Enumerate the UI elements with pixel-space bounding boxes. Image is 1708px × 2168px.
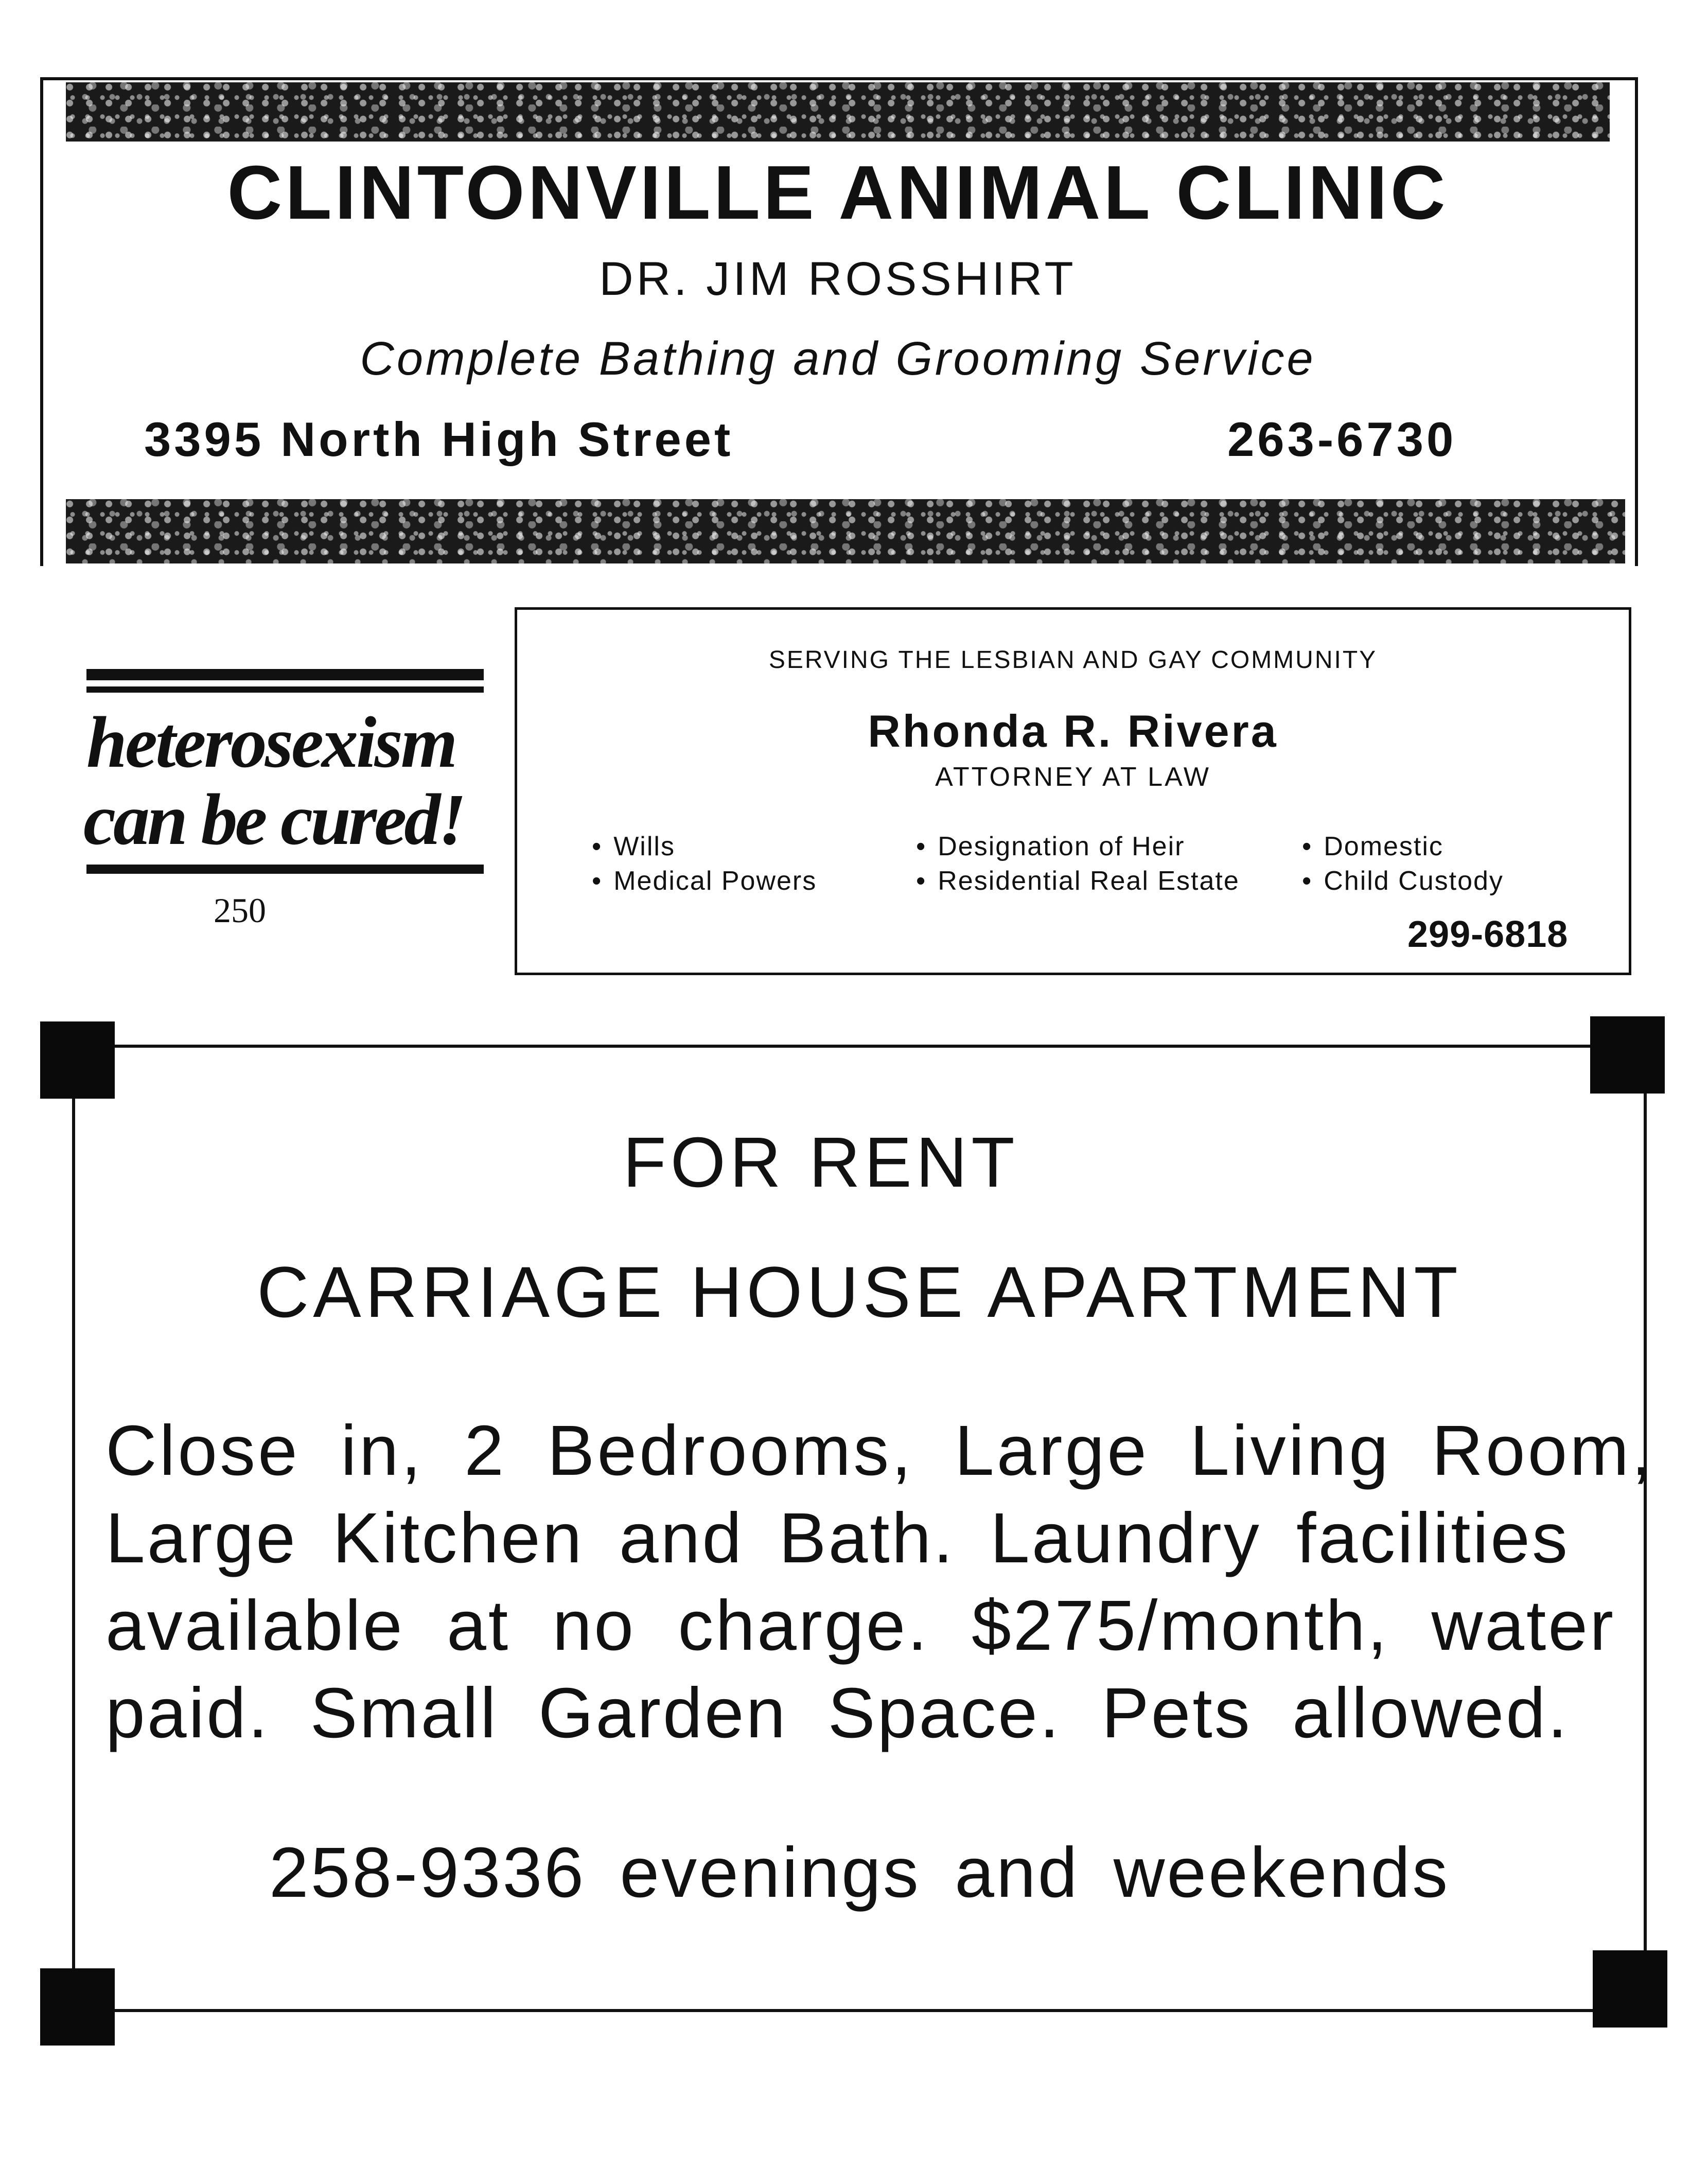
clinic-phone: 263-6730 [1227,412,1457,466]
clinic-bottom-border [66,499,1625,563]
service-child-custody: • Child Custody [1302,866,1504,896]
clinic-name: CLINTONVILLE ANIMAL CLINIC [227,150,1449,235]
clinic-service: Complete Bathing and Grooming Service [360,332,1316,385]
attorney-name: Rhonda R. Rivera [868,706,1278,756]
service-domestic: • Domestic [1302,831,1443,862]
page-number: 250 [214,891,266,930]
attorney-tagline: SERVING THE LESBIAN AND GAY COMMUNITY [768,646,1378,674]
rent-body-line-4: paid. Small Garden Space. Pets allowed. [105,1673,1570,1753]
service-designation-of-heir: • Designation of Heir [916,831,1185,862]
attorney-phone: 299-6818 [1407,914,1569,955]
attorney-title: ATTORNEY AT LAW [935,762,1211,792]
rent-heading: FOR RENT [623,1123,1019,1202]
frame-corner-bottom-left [40,1968,115,2046]
service-wills: • Wills [592,831,675,862]
rent-body-line-1: Close in, 2 Bedrooms, Large Living Room, [105,1411,1654,1490]
slogan-rule-top-thin [86,686,484,693]
rent-contact: 258-9336 evenings and weekends [269,1833,1450,1912]
service-residential-real-estate: • Residential Real Estate [916,866,1240,896]
frame-corner-top-right [1590,1016,1665,1094]
clinic-address: 3395 North High Street [144,412,734,466]
rent-body-line-3: available at no charge. $275/month, water [105,1586,1615,1665]
slogan-line-1: heterosexism [86,701,456,783]
frame-corner-top-left [40,1021,115,1099]
rent-body-line-2: Large Kitchen and Bath. Laundry facilities [105,1499,1570,1578]
clinic-doctor: DR. JIM ROSSHIRT [599,253,1077,305]
frame-corner-bottom-right [1593,1950,1667,2028]
rent-subheading: CARRIAGE HOUSE APARTMENT [257,1252,1462,1332]
service-medical-powers: • Medical Powers [592,866,817,896]
slogan-rule-bottom [86,865,484,874]
slogan-line-2: can be cured! [83,779,464,860]
slogan-rule-top [86,669,484,680]
clinic-top-border [66,82,1610,142]
